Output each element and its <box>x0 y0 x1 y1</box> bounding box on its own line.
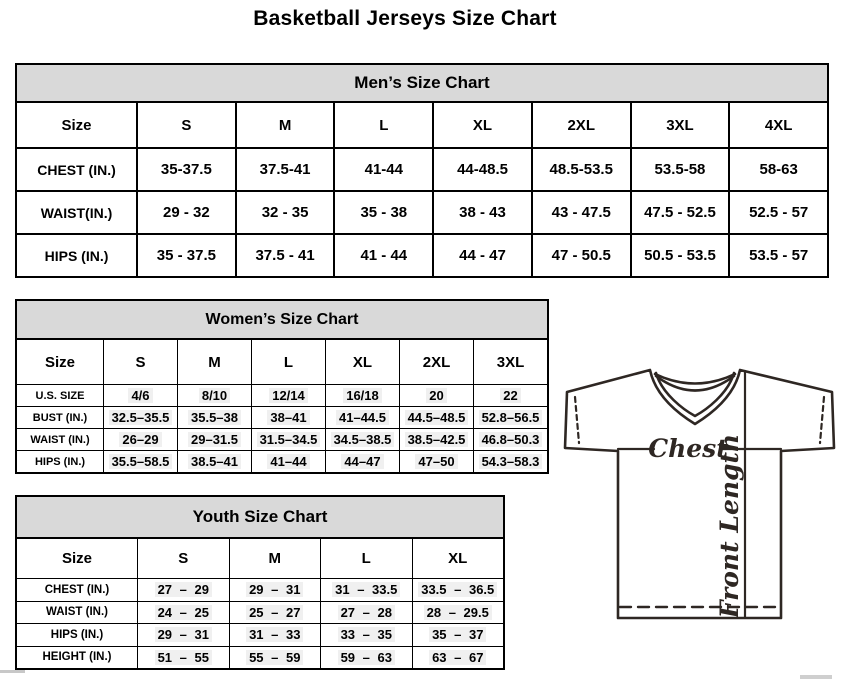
size-value: 33.5 – 36.5 <box>418 582 497 597</box>
mens-table-title: Men’s Size Chart <box>17 65 827 103</box>
size-value: 31.5–34.5 <box>257 432 321 447</box>
row-label: HIPS (IN.) <box>44 247 109 264</box>
size-value: 12/14 <box>269 388 308 403</box>
size-value: 4/6 <box>128 388 152 403</box>
size-value: 47.5 - 52.5 <box>644 204 716 221</box>
chest-label: Chest <box>648 434 728 463</box>
mens-col-header-4xl: 4XL <box>728 103 827 147</box>
row-label: CHEST (IN.) <box>44 583 110 596</box>
size-value: 55 – 59 <box>246 650 303 665</box>
size-value-cell <box>177 407 251 428</box>
mens-col-header-xl: XL <box>432 103 531 147</box>
womens-size-header: Size <box>44 353 75 371</box>
womens-row-u-s-size <box>17 384 547 406</box>
size-value-cell <box>325 385 399 406</box>
size-value-cell <box>320 624 412 646</box>
mens-col-header-l: L <box>333 103 432 147</box>
youth-table-title: Youth Size Chart <box>17 497 503 539</box>
size-value-cell <box>235 149 334 190</box>
size-value-cell <box>177 429 251 450</box>
size-value: 38 - 43 <box>459 204 506 221</box>
size-value: 41 - 44 <box>360 247 408 264</box>
size-value: 44.5–48.5 <box>405 410 469 425</box>
size-value-cell <box>630 149 729 190</box>
size-value-cell <box>333 149 432 190</box>
size-value: 35 - 38 <box>360 204 408 221</box>
row-label: WAIST (IN.) <box>46 606 108 619</box>
mens-col-header-2xl: 2XL <box>531 103 630 147</box>
size-value: 38.5–42.5 <box>405 432 469 447</box>
size-value: 33 – 35 <box>338 627 395 642</box>
size-value: 59 – 63 <box>338 650 395 665</box>
size-value: 31 – 33 <box>246 627 303 642</box>
size-value-cell <box>229 602 321 624</box>
youth-col-header-l: L <box>320 539 412 578</box>
size-value-cell <box>229 579 321 601</box>
size-value: 53.5-58 <box>654 161 706 178</box>
jersey-outline-shape <box>565 370 834 618</box>
size-value-cell <box>473 429 547 450</box>
mens-row-chest-in <box>17 147 827 190</box>
youth-row-waist-in <box>17 601 503 624</box>
size-value: 25 – 27 <box>246 605 303 620</box>
youth-size-header: Size <box>61 550 92 567</box>
size-value-cell <box>333 235 432 276</box>
jersey-measurement-diagram <box>556 360 843 630</box>
size-value: 35.5–38 <box>188 410 241 425</box>
size-value: 50.5 - 53.5 <box>644 247 716 264</box>
size-value-cell <box>177 385 251 406</box>
mens-col-header-3xl: 3XL <box>630 103 729 147</box>
size-value-cell <box>235 235 334 276</box>
womens-row-hips-in <box>17 450 547 472</box>
size-value: 22 <box>500 388 520 403</box>
size-value-cell <box>728 192 827 233</box>
scrollbar-fragment-right <box>800 675 832 679</box>
left-cuff-dashed-seam <box>575 397 579 443</box>
size-value-cell <box>103 429 177 450</box>
womens-col-header-3xl: 3XL <box>473 340 547 384</box>
size-value-cell <box>412 647 504 669</box>
size-value-cell <box>251 429 325 450</box>
size-value: 41-44 <box>364 161 403 178</box>
size-value-cell <box>399 451 473 472</box>
womens-col-header-m: M <box>177 340 251 384</box>
size-value: 29 – 31 <box>155 627 212 642</box>
size-value-cell <box>251 451 325 472</box>
size-value: 37.5 - 41 <box>255 247 315 264</box>
size-value: 29 - 32 <box>163 204 210 221</box>
scrollbar-fragment-left <box>0 670 25 673</box>
size-value: 38–41 <box>267 410 309 425</box>
size-value: 47 - 50.5 <box>551 247 611 264</box>
size-value-cell <box>630 235 729 276</box>
youth-col-header-xl: XL <box>412 539 504 578</box>
size-value-cell <box>432 235 531 276</box>
size-value: 29 – 31 <box>246 582 303 597</box>
size-value-cell <box>432 149 531 190</box>
youth-col-header-s: S <box>137 539 229 578</box>
size-value-cell <box>412 579 504 601</box>
size-value-cell <box>432 192 531 233</box>
size-value: 27 – 28 <box>338 605 395 620</box>
size-value: 32.5–35.5 <box>109 410 173 425</box>
size-value-cell <box>531 235 630 276</box>
size-value: 52.8–56.5 <box>479 410 543 425</box>
size-value-cell <box>136 235 235 276</box>
size-value-cell <box>531 149 630 190</box>
size-value-cell <box>399 407 473 428</box>
size-value: 28 – 29.5 <box>424 605 492 620</box>
womens-size-chart-table <box>15 299 549 474</box>
size-value-cell <box>137 647 229 669</box>
size-value: 41–44 <box>267 454 309 469</box>
size-value-cell <box>137 579 229 601</box>
row-label: HEIGHT (IN.) <box>42 651 112 664</box>
size-value-cell <box>137 602 229 624</box>
size-value-cell <box>320 647 412 669</box>
size-value-cell <box>229 624 321 646</box>
size-value: 63 – 67 <box>429 650 486 665</box>
youth-col-header-m: M <box>229 539 321 578</box>
size-value-cell <box>728 149 827 190</box>
row-label: WAIST(IN.) <box>40 204 113 221</box>
womens-header-row <box>17 340 547 384</box>
right-cuff-dashed-seam <box>820 397 824 443</box>
size-value-cell <box>251 407 325 428</box>
youth-size-chart-table <box>15 495 505 670</box>
size-value: 53.5 - 57 <box>749 247 809 264</box>
size-value: 41–44.5 <box>336 410 389 425</box>
size-value: 35 - 37.5 <box>156 247 216 264</box>
row-label: BUST (IN.) <box>32 411 88 424</box>
size-value-cell <box>333 192 432 233</box>
size-value-cell <box>325 429 399 450</box>
size-value: 46.8–50.3 <box>479 432 543 447</box>
youth-header-row <box>17 539 503 578</box>
size-value-cell <box>630 192 729 233</box>
size-value: 48.5-53.5 <box>549 161 613 178</box>
mens-col-header-m: M <box>235 103 334 147</box>
youth-row-height-in <box>17 646 503 669</box>
size-value-cell <box>136 192 235 233</box>
womens-col-header-s: S <box>103 340 177 384</box>
size-value: 29–31.5 <box>188 432 241 447</box>
size-value: 37.5-41 <box>259 161 311 178</box>
size-value: 32 - 35 <box>261 204 309 221</box>
size-value-cell <box>103 385 177 406</box>
size-value-cell <box>137 624 229 646</box>
size-value: 44–47 <box>341 454 383 469</box>
womens-col-header-l: L <box>251 340 325 384</box>
womens-row-bust-in <box>17 406 547 428</box>
size-value: 52.5 - 57 <box>749 204 809 221</box>
size-value-cell <box>728 235 827 276</box>
size-value-cell <box>177 451 251 472</box>
size-value-cell <box>103 407 177 428</box>
mens-header-row <box>17 103 827 147</box>
womens-col-header-xl: XL <box>325 340 399 384</box>
mens-size-chart-table <box>15 63 829 278</box>
womens-table-title: Women’s Size Chart <box>17 301 547 340</box>
womens-row-waist-in <box>17 428 547 450</box>
size-value: 27 – 29 <box>155 582 212 597</box>
size-value: 24 – 25 <box>155 605 212 620</box>
size-value-cell <box>399 429 473 450</box>
size-value-cell <box>325 451 399 472</box>
size-value-cell <box>251 385 325 406</box>
size-value: 35.5–58.5 <box>109 454 173 469</box>
mens-row-hips-in <box>17 233 827 276</box>
size-value: 44-48.5 <box>457 161 508 178</box>
mens-size-header: Size <box>61 116 92 134</box>
size-value: 51 – 55 <box>155 650 212 665</box>
size-value: 35-37.5 <box>160 161 212 178</box>
size-value: 35 – 37 <box>429 627 486 642</box>
size-value-cell <box>399 385 473 406</box>
size-value: 44 - 47 <box>459 247 506 264</box>
size-value-cell <box>531 192 630 233</box>
size-value-cell <box>320 579 412 601</box>
youth-row-hips-in <box>17 623 503 646</box>
row-label: CHEST (IN.) <box>37 161 116 178</box>
size-value-cell <box>325 407 399 428</box>
size-value: 8/10 <box>199 388 230 403</box>
size-value: 54.3–58.3 <box>479 454 543 469</box>
size-value-cell <box>103 451 177 472</box>
size-value: 58-63 <box>759 161 798 178</box>
size-value-cell <box>136 149 235 190</box>
size-value: 26–29 <box>119 432 161 447</box>
size-value-cell <box>473 407 547 428</box>
size-value-cell <box>473 385 547 406</box>
row-label: HIPS (IN.) <box>50 628 104 641</box>
front-length-label: Front Length <box>715 433 744 619</box>
row-label: WAIST (IN.) <box>30 433 90 446</box>
size-value: 31 – 33.5 <box>332 582 400 597</box>
womens-col-header-2xl: 2XL <box>399 340 473 384</box>
size-value: 16/18 <box>343 388 382 403</box>
size-value: 38.5–41 <box>188 454 241 469</box>
size-value: 20 <box>426 388 446 403</box>
size-value-cell <box>412 624 504 646</box>
size-value: 47–50 <box>415 454 457 469</box>
size-value-cell <box>229 647 321 669</box>
row-label: U.S. SIZE <box>35 389 85 402</box>
size-value: 43 - 47.5 <box>551 204 611 221</box>
youth-row-chest-in <box>17 578 503 601</box>
size-value: 34.5–38.5 <box>331 432 395 447</box>
size-value-cell <box>235 192 334 233</box>
size-value-cell <box>473 451 547 472</box>
page-title: Basketball Jerseys Size Chart <box>253 7 557 30</box>
mens-col-header-s: S <box>136 103 235 147</box>
row-label: HIPS (IN.) <box>34 455 86 468</box>
size-value-cell <box>412 602 504 624</box>
size-value-cell <box>320 602 412 624</box>
mens-row-waist-in <box>17 190 827 233</box>
